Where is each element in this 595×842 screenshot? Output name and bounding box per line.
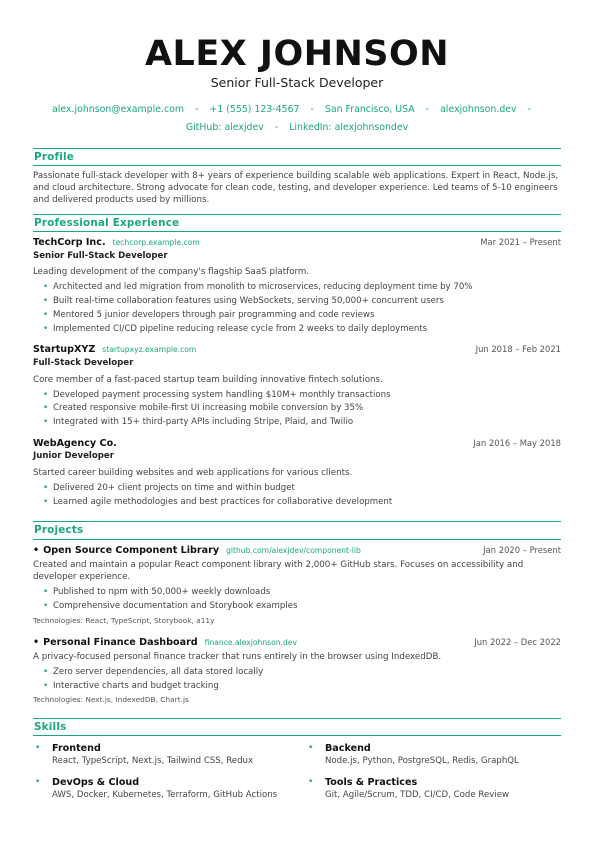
job-description: Leading development of the company's flagship SaaS platform. [33,267,310,278]
skill-group-items: Git, Agile/Scrum, TDD, CI/CD, Code Review [325,790,510,801]
achievement-list [33,389,561,430]
skill-group-name: Backend [325,743,371,755]
list-item: • Interactive charts and budget tracking [43,680,561,694]
bullet-icon: • [35,743,41,754]
contact-separator: - [310,104,314,115]
bullet-icon: • [33,636,40,648]
contact-separator: - [274,122,279,134]
list-item: • Comprehensive documentation and Storybook examples [43,600,561,614]
project-name: Personal Finance Dashboard [43,636,198,648]
list-item: • Published to npm with 50,000+ weekly downloads [43,586,561,600]
employment-dates: Jan 2016 – May 2018 [473,437,561,448]
project-dates: Jun 2022 – Dec 2022 [474,636,561,647]
skill-group [35,742,288,768]
section-title-projects: Projects [33,521,561,539]
bullet-icon: • [308,743,314,754]
skill-group [308,742,561,768]
experience-entry [33,437,561,510]
skill-group-name: Tools & Practices [325,777,418,789]
bullet-icon: • [308,777,314,788]
section-title-profile: Profile [33,148,561,166]
contact-separator: - [527,104,531,115]
projects-section [33,521,561,705]
project-url-link[interactable]: finance.alexjohnson.dev [204,637,297,647]
project-highlight-list [33,586,561,614]
employment-dates: Mar 2021 – Present [480,237,561,248]
skill-group-name: DevOps & Cloud [52,777,140,789]
company-name: TechCorp Inc. [33,237,106,249]
candidate-name: ALEX JOHNSON [144,34,450,74]
contact-info [33,101,561,138]
list-item: • Delivered 20+ client projects on time and within budget [43,482,561,496]
project-entry [33,636,561,706]
list-item: • Created responsive mobile-first UI increasing mobile conversion by 35% [43,402,561,416]
project-name: Open Source Component Library [43,544,220,556]
experience-entry [33,236,561,336]
project-technologies: Technologies: Next.js, IndexedDB, Chart.js [33,695,189,705]
job-title: Full-Stack Developer [33,357,134,368]
profile-summary: Passionate full-stack developer with 8+ years of experience building scalable web applications. Expert in React, Node.js, and cloud architecture. Strong advocate for clean code, testing, and developer experience. Led teams of 5-10 engineers and delivered products used by millions. [33,171,559,206]
phone-link[interactable]: +1 (555) 123-4567 [209,104,300,115]
list-item: • Integrated with 15+ third-party APIs including Stripe, Plaid, and Twilio [43,416,561,430]
skill-group [35,776,288,802]
project-technologies: Technologies: React, TypeScript, Storybook, a11y [33,615,215,625]
experience-section [33,214,561,509]
job-title: Junior Developer [33,451,114,462]
project-url-link[interactable]: github.com/alexjdev/component-lib [226,545,361,555]
company-url-link[interactable]: startupxyz.example.com [102,345,197,355]
list-item: • Developed payment processing system handling $10M+ monthly transactions [43,389,561,403]
job-description: Started career building websites and web applications for various clients. [33,467,353,478]
profile-section [33,148,561,206]
company-name: WebAgency Co. [33,437,117,449]
bullet-icon: • [35,777,41,788]
project-description: Created and maintain a popular React component library with 2,000+ GitHub stars. Focuses on accessibility and developer experience. [33,560,524,582]
list-item: • Architected and led migration from monolith to microservices, reducing deployment time by 70% [43,281,561,295]
resume-header [33,36,561,138]
section-title-skills: Skills [33,718,561,736]
github-link[interactable]: GitHub: alexjdev [185,122,264,134]
achievement-list [33,482,561,510]
skill-group-items: Node.js, Python, PostgreSQL, Redis, GraphQL [325,756,519,767]
achievement-list [33,281,561,336]
website-link[interactable]: alexjohnson.dev [440,104,517,115]
contact-row-1 [33,101,561,119]
bullet-icon: • [33,544,40,556]
job-description: Core member of a fast-paced startup team building innovative fintech solutions. [33,374,383,385]
skill-group [308,776,561,802]
company-name: StartupXYZ [33,344,96,356]
skill-group-items: React, TypeScript, Next.js, Tailwind CSS, Redux [52,756,254,767]
job-title: Senior Full-Stack Developer [33,250,168,261]
section-title-experience: Professional Experience [33,214,561,232]
skill-group-name: Frontend [52,743,101,755]
project-dates: Jan 2020 – Present [483,544,561,555]
location-text: San Francisco, USA [324,104,415,115]
candidate-headline: Senior Full-Stack Developer [210,74,384,90]
skill-group-items: AWS, Docker, Kubernetes, Terraform, GitHub Actions [52,790,278,801]
project-entry [33,544,561,626]
email-link[interactable]: alex.johnson@example.com [52,104,184,115]
company-url-link[interactable]: techcorp.example.com [112,238,200,248]
skills-grid [33,742,561,802]
experience-entry [33,343,561,429]
project-description: A privacy-focused personal finance tracker that runs entirely in the browser using IndexedDB. [33,651,442,662]
skills-section [33,718,561,803]
list-item: • Built real-time collaboration features using WebSockets, serving 50,000+ concurrent users [43,295,561,309]
contact-separator: - [425,104,430,115]
linkedin-link[interactable]: LinkedIn: alexjohnsondev [289,122,409,134]
list-item: • Implemented CI/CD pipeline reducing release cycle from 2 weeks to daily deployments [43,323,561,337]
contact-separator: - [195,104,199,115]
list-item: • Zero server dependencies, all data stored locally [43,666,561,680]
list-item: • Mentored 5 junior developers through pair programming and code reviews [43,309,561,323]
project-highlight-list [33,666,561,694]
contact-row-2 [33,119,561,137]
list-item: • Learned agile methodologies and best practices for collaborative development [43,496,561,510]
employment-dates: Jun 2018 – Feb 2021 [475,344,561,355]
